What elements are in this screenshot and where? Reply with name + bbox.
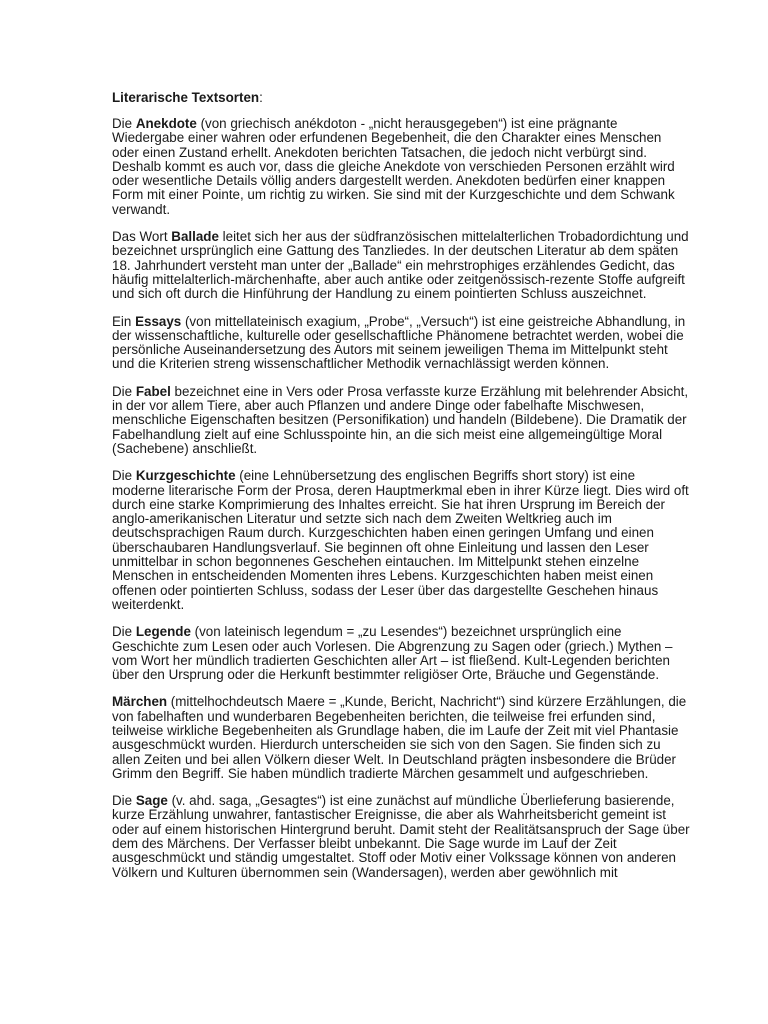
text-line: Geschichte zum Lesen oder auch Vorlesen. Die Abgrenzung zu Sagen oder (griech.) Mythen – — [112, 638, 673, 654]
text-line: der wissenschaftliche, kulturelle oder gesellschaftliche Phänomene betrachtet werden, wobei die — [112, 327, 684, 343]
text-line: Deshalb kommt es auch vor, dass die gleiche Anekdote von verschieden Personen erzählt wird — [112, 158, 675, 174]
term-heading: Kurzgeschichte — [135, 468, 236, 484]
text-line — [112, 383, 689, 399]
text-line: bezeichnet ursprünglich eine Gattung des Tanzliedes. In der deutschen Literatur ab dem späten — [112, 243, 679, 259]
text-segment: Die — [112, 468, 136, 484]
text-line — [112, 694, 687, 710]
text-segment: Die — [112, 793, 136, 809]
text-line: dem des Märchens. Der Verfasser bleibt unbekannt. Die Sage wurde im Lauf der Zeit — [112, 836, 617, 852]
text-line: teilweise wirkliche Begebenheiten als Grundlage haben, die im Laufe der Zeit mit viel Phantasie — [112, 722, 679, 738]
page-title — [112, 90, 668, 105]
text-line: offenen oder pointierten Schluss, sodass der Leser über das dargestellte Geschehen hinaus — [112, 582, 659, 598]
term-heading: Essays — [135, 313, 182, 329]
text-line — [112, 625, 668, 639]
paragraph-ballade — [112, 229, 689, 302]
term-heading: Sage — [135, 793, 168, 809]
text-line: und die Kriterien streng wissenschaftlicher Methodik vernachlässigt werden können. — [112, 356, 610, 372]
text-line: Form mit einer Pointe, um richtig zu wirken. Sie sind mit der Kurzgeschichte und dem Schwank — [112, 187, 675, 203]
text-line: unmittelbar in schon begonnenes Geschehen eintauchen. Im Mittelpunkt stehen einzelne — [112, 554, 640, 570]
text-segment: (mittelhochdeutsch Maere = „Kunde, Bericht, Nachricht“) sind kürzere Erzählungen, die — [167, 694, 687, 710]
text-line: menschliche Eigenschaften besitzen (Personifikation) und handeln (Bildebene). Die Dramatik der — [112, 412, 687, 428]
text-line: Menschen in entscheidenden Momenten ihres Lebens. Kurzgeschichten haben meist einen — [112, 568, 654, 584]
text-segment: Die — [112, 624, 136, 640]
document-body — [112, 116, 690, 880]
text-line: Wiedergabe einer wahren oder erfundenen Begebenheit, die den Charakter eines Menschen — [112, 130, 662, 146]
text-line: kurze Erzählung unwahrer, fantastischer Ereignisse, die aber als Wahrheitsbericht gemeint ist — [112, 807, 666, 823]
paragraph-sage — [112, 793, 690, 880]
text-line: Völkern und Kulturen übernommen sein (Wandersagen), werden aber gewöhnlich mit — [112, 864, 618, 880]
text-segment: Die — [112, 116, 136, 131]
text-segment: bezeichnet eine in Vers oder Prosa verfasste kurze Erzählung mit belehrender Absicht, — [170, 383, 689, 399]
text-line: deutschsprachigen Raum durch. Kurzgeschichten haben einen geringen Umfang und einen — [112, 525, 654, 541]
text-line: allen Zeiten und bei allen Völkern dieser Welt. In Deutschland prägten insbesondere die Brüder — [112, 751, 676, 767]
page-title-text: Literarische Textsorten — [112, 90, 260, 105]
paragraph-märchen — [112, 694, 687, 781]
text-line: über den Ursprung oder die Herkunft bestimmter religiöser Orte, Bräuche und Gegenstände. — [112, 667, 660, 683]
text-segment: Ein — [112, 313, 136, 329]
text-line: in der vor allem Tiere, aber auch Pflanzen und andere Dinge oder fabelhafte Mischwesen, — [112, 398, 645, 414]
term-heading: Legende — [135, 624, 191, 640]
text-line: von fabelhaften und wunderbaren Begebenheiten berichten, die teilweise frei erfunden sind, — [112, 708, 656, 724]
term-heading: Fabel — [135, 383, 171, 399]
text-line: ausgeschmückt und ständig umgestaltet. Stoff oder Motiv einer Volkssage können von anderen — [112, 850, 676, 866]
text-line: 18. Jahrhundert versteht man unter der „Ballade“ ein mehrstrophiges erzählendes Gedicht, das — [112, 257, 675, 273]
text-segment: Das Wort — [112, 229, 172, 245]
text-segment: (v. ahd. saga, „Gesagtes“) ist eine zunächst auf mündliche Überlieferung basierende, — [167, 793, 675, 809]
paragraph-essays — [112, 313, 686, 372]
text-line: oder wesentliche Details völlig anders dargestellt werden. Anekdoten bedürfen einer knappen — [112, 173, 666, 189]
paragraph-legende — [112, 624, 673, 683]
text-segment: Die — [112, 383, 136, 399]
term-heading: Märchen — [112, 694, 168, 710]
text-line: häufig mittelalterlich-märchenhafte, aber auch antike oder zeitgenössisch-rezente Stoffe aufgreift — [112, 271, 685, 287]
text-line: oder auf einem historischen Hintergrund beruht. Damit steht der Realitätsanspruch der Sage über — [112, 821, 690, 837]
text-segment: (von mittellateinisch exagium, „Probe“, „Versuch“) ist eine geistreiche Abhandlung, in — [181, 313, 686, 329]
text-segment: (von griechisch anékdoton - „nicht herausgegeben“) ist eine prägnante — [196, 116, 618, 131]
term-heading: Ballade — [171, 229, 219, 245]
paragraph-kurzgeschichte — [112, 468, 689, 612]
text-line: durch eine starke Komprimierung des Inhaltes erreicht. Sie hat ihren Ursprung im Bereich der — [112, 496, 665, 512]
text-line: und sich oft durch die Hinführung der Handlung zu einem pointierten Schluss auszeichnet. — [112, 286, 647, 302]
text-line: moderne literarische Form der Prosa, deren Hauptmerkmal eben in ihrer Kürze liegt. Dies wird oft — [112, 482, 689, 498]
text-line: Fabelhandlung zielt auf eine Schlusspointe hin, an die sich meist eine allgemeingültige Moral — [112, 426, 663, 442]
text-line: verwandt. — [112, 201, 171, 217]
text-line — [112, 793, 675, 809]
text-line — [112, 117, 668, 131]
text-line: persönliche Auseinandersetzung des Autors mit seinem jeweiligen Thema im Mittelpunkt steht — [112, 342, 668, 358]
text-line — [112, 313, 686, 329]
term-heading: Anekdote — [135, 116, 197, 131]
text-segment: leitet sich her aus der südfranzösischen mittelalterlichen Trobadordichtung und — [218, 229, 689, 245]
text-line: oder einen Zustand erhellt. Anekdoten berichten Tatsachen, die jedoch nicht verbürgt sind. — [112, 144, 647, 160]
text-line: ausgeschmückt wurden. Hierdurch unterscheiden sie sich von den Sagen. Sie finden sich zu — [112, 737, 661, 753]
text-line: (Sachebene) anschließt. — [112, 440, 258, 456]
text-line — [112, 469, 668, 483]
text-line: anglo-amerikanischen Literatur und setzte sich nach dem Zweiten Weltkrieg auch im — [112, 511, 612, 527]
paragraph-fabel — [112, 383, 689, 456]
text-line: Grimm den Begriff. Sie haben mündlich tradierte Märchen gesammelt und aufgeschrieben. — [112, 765, 649, 781]
text-line: vom Wort her mündlich tradierten Geschichten aller Art – ist fließend. Kult-Legenden berichten — [112, 652, 670, 668]
page-title-colon: : — [259, 90, 263, 105]
text-line: überschaubaren Handlungsverlauf. Sie beginnen oft ohne Einleitung und lassen den Leser — [112, 539, 649, 555]
text-segment: (von lateinisch legendum = „zu Lesendes“) bezeichnet ursprünglich eine — [190, 624, 622, 640]
text-segment: (eine Lehnübersetzung des englischen Begriffs short story) ist eine — [235, 468, 636, 484]
text-line — [112, 229, 689, 245]
paragraph-anekdote — [112, 116, 675, 217]
text-line: weiterdenkt. — [112, 596, 185, 612]
